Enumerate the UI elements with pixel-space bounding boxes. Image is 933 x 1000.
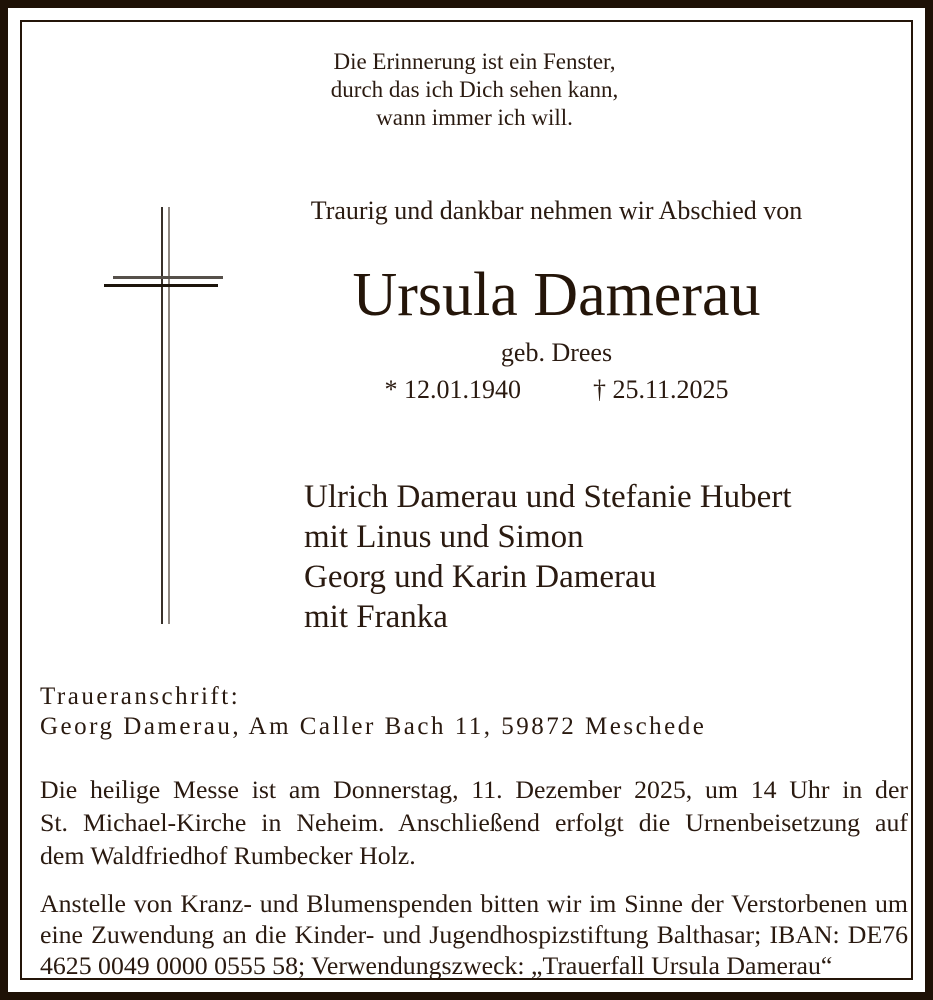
deceased-name: Ursula Damerau xyxy=(352,261,761,329)
death-date: † 25.11.2025 xyxy=(592,375,729,404)
mourning-address-label: Traueranschrift: xyxy=(40,683,241,710)
mourners-list xyxy=(304,477,864,637)
maiden-name: geb. Drees xyxy=(500,338,613,367)
farewell-intro-line: Traurig und dankbar nehmen wir Abschied von xyxy=(310,196,803,225)
donation-paragraph xyxy=(40,888,908,981)
donation-line: Anstelle von Kranz- und Blumenspenden bitten wir im Sinne der Verstorbenen um xyxy=(40,889,908,918)
quote-line: wann immer ich will. xyxy=(376,105,573,130)
donation-line: eine Zuwendung an die Kinder- und Jugendhospizstiftung Balthasar; IBAN: DE76 xyxy=(40,920,908,949)
mourning-address-block xyxy=(40,682,908,742)
service-line: St. Michael-Kirche in Neheim. Anschließend erfolgt die Urnenbeisetzung auf xyxy=(40,808,908,837)
cross-vertical-line xyxy=(168,207,170,624)
cross-horizontal-line xyxy=(113,276,223,279)
service-line: dem Waldfriedhof Rumbecker Holz. xyxy=(40,841,416,870)
cross-horizontal-line xyxy=(104,284,218,287)
cross-vertical-line xyxy=(161,207,163,624)
funeral-service-paragraph xyxy=(40,773,908,872)
mourner-line: Ulrich Damerau und Stefanie Hubert xyxy=(304,479,792,515)
birth-date: * 12.01.1940 xyxy=(384,375,521,404)
mourning-address-value: Georg Damerau, Am Caller Bach 11, 59872 Meschede xyxy=(40,713,707,740)
mourner-line: Georg und Karin Damerau xyxy=(304,559,657,595)
quote-line: durch das ich Dich sehen kann, xyxy=(330,77,619,102)
quote-line: Die Erinnerung ist ein Fenster, xyxy=(333,49,616,74)
service-line: Die heilige Messe ist am Donnerstag, 11. Dezember 2025, um 14 Uhr in der xyxy=(40,775,908,804)
donation-line: 4625 0049 0000 0555 58; Verwendungszweck: „Trauerfall Ursula Damerau“ xyxy=(40,951,833,980)
mourner-line: mit Linus und Simon xyxy=(304,519,584,555)
mourner-line: mit Franka xyxy=(304,599,448,635)
life-dates xyxy=(304,375,837,405)
